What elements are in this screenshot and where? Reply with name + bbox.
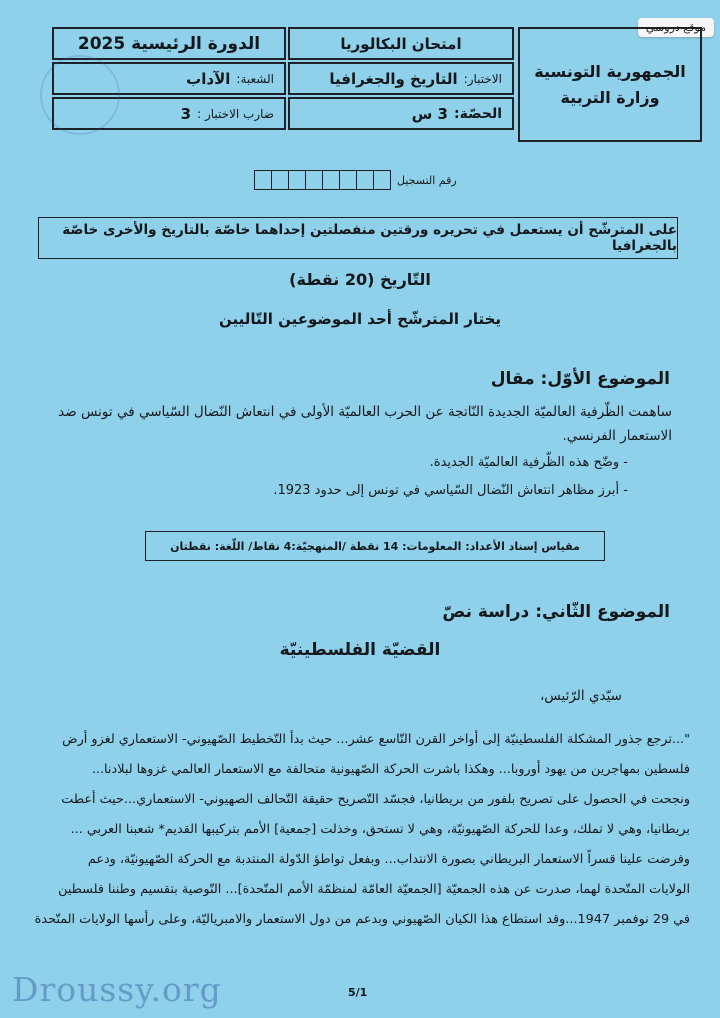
registration-box: [373, 171, 390, 189]
session-cell: الدورة الرئيسية 2025: [52, 27, 286, 60]
document-line: وفرضت علينا قسراً الاستعمار البريطاني بصورة الانتداب... وبفعل تواطؤ الدّولة المنتدبة مع الحركة الصّهيونيّة، ودعم: [87, 852, 690, 867]
registration-box: [339, 171, 356, 189]
country-ministry-box: [518, 27, 702, 142]
subject-value: التاريخ والجغرافيا: [329, 69, 458, 88]
coefficient-label: ضارب الاختبار :: [197, 106, 274, 121]
subject-label: الاختبار:: [463, 71, 502, 86]
branch-label: الشعبة:: [236, 71, 274, 86]
duration-label: الحصّة:: [453, 105, 502, 122]
ministry-name: وزارة التربية: [560, 87, 660, 107]
document-line: ونجحت في الحصول على تصريح بلفور من بريطانيا، فجسّد التّصريح حقيقة التّحالف الصهيوني- الاستعماري...حيث أعطت: [61, 792, 690, 807]
country-name: الجمهورية التونسية: [534, 61, 686, 81]
history-title: التّاريخ (20 نقطة): [289, 270, 431, 289]
salutation: سيّدي الرّئيس،: [539, 688, 622, 704]
coefficient-value: 3: [180, 104, 192, 123]
duration-value: 3 س: [411, 104, 448, 123]
registration-box: [356, 171, 373, 189]
header-grid: [52, 27, 514, 140]
watermark: Droussy.org: [12, 970, 222, 1009]
registration-box: [288, 171, 305, 189]
document-line: في 29 نوفمبر 1947...وقد استطاع هذا الكيان الصّهيوني وبدعم من دول الاستعمار والامبرياليّة، وعلى رأسها الولايات المتّحدة: [34, 912, 690, 927]
document-line: "...ترجع جذور المشكلة الفلسطينيّة إلى أواخر القرن التّاسع عشر... حيث بدأ التّخطيط الصّهيوني- الاستعماري لغزو أرض: [62, 732, 690, 747]
subject1-heading: الموضوع الأوّل: مقال: [490, 369, 670, 389]
instruction-box: على المترشّح أن يستعمل في تحريره ورقتين منفصلتين إحداهما خاصّة بالتاريخ والأخرى خاصّة بالجغرافيا: [38, 217, 678, 259]
subject-cell: [288, 62, 514, 95]
registration-number: [254, 170, 457, 190]
registration-boxes: [254, 170, 391, 190]
duration-cell: [288, 97, 514, 130]
registration-box: [271, 171, 288, 189]
document-text: [25, 725, 690, 935]
droussy-stamp-logo: [40, 55, 120, 135]
registration-label: رقم التسجيل: [397, 173, 457, 187]
document-line: فلسطين بمهاجرين من يهود أوروبا... وهكذا باشرت الحركة الصّهيونية متحالفة مع الاستعمار العالمي غزوها لبلادنا...: [91, 762, 690, 777]
subject1-task-1: - وضّح هذه الظّرفية العالميّة الجديدة.: [430, 455, 628, 470]
grading-criteria: مقياس إسناد الأعداد: المعلومات: 14 نقطة /المنهجيّة:4 نقاط/ اللّغة: نقطتان: [145, 531, 605, 561]
page-number: 5/1: [348, 986, 368, 999]
header-middle-column: [286, 27, 514, 140]
document-line: بريطانيا، وهي لا تملك، وعدا للحركة الصّهيونيّة، وهي لا تستحق، وخذلت [جمعية] الأمم بتركيبها القديم* شعبنا العربي ...: [70, 822, 690, 837]
exam-name-cell: امتحان البكالوريا: [288, 27, 514, 60]
document-title: القضيّة الفلسطينيّة: [279, 640, 441, 660]
site-badge[interactable]: موقع دروسي: [638, 18, 714, 37]
choose-subject-title: يختار المترشّح أحد الموضوعين التّاليين: [218, 310, 502, 328]
document-line: الولايات المتّحدة لهما، صدرت عن هذه الجمعيّة [الجمعيّة العامّة لمنظمّة الأمم المتّحدة]... التّوصية بتقسيم وطننا فلسطين: [58, 882, 690, 897]
subject1-task-2: - أبرز مظاهر انتعاش النّضال السّياسي في تونس إلى حدود 1923.: [273, 483, 628, 498]
branch-value: الآداب: [186, 69, 231, 88]
subject1-prompt: ساهمت الظّرفية العالميّة الجديدة النّاتجة عن الحرب العالميّة الأولى في انتعاش النّضال السّياسي في تونس ضد الاستعمار الفرنسي.: [58, 404, 672, 444]
registration-box: [305, 171, 322, 189]
exam-header: [30, 27, 702, 140]
subject2-heading: الموضوع الثّاني: دراسة نصّ: [442, 602, 670, 622]
registration-box: [322, 171, 339, 189]
registration-box: [255, 171, 271, 189]
